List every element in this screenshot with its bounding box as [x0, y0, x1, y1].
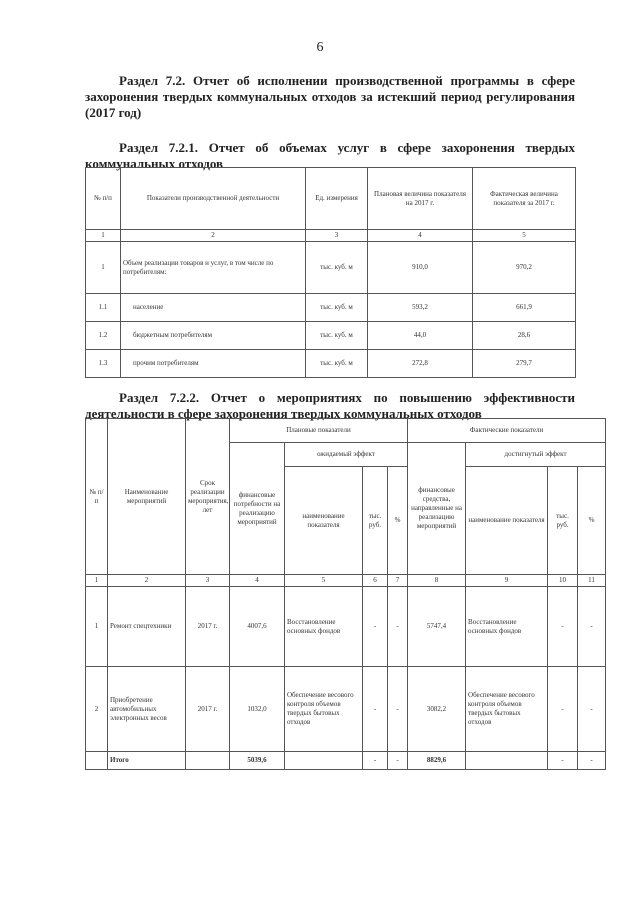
header-plan-finance: финансовые потребности на реализацию мероприятий — [230, 443, 285, 575]
section-7-2-1-title: Раздел 7.2.1. Отчет об объемах услуг в сфере захоронения твердых коммунальных отходов — [85, 140, 575, 171]
row-fact: 661,9 — [473, 294, 576, 322]
col-number: 3 — [306, 230, 368, 242]
row-plan: 272,8 — [368, 350, 473, 378]
total-achieved-pct: - — [578, 752, 606, 770]
col-number: 11 — [578, 575, 606, 587]
row-num: 1.1 — [86, 294, 121, 322]
row-num: 1 — [86, 242, 121, 294]
header-thousand-rub: тыс. руб. — [363, 467, 388, 575]
row-achieved-pct: - — [578, 667, 606, 752]
col-number: 5 — [473, 230, 576, 242]
row-plan-finance: 1032,0 — [230, 667, 285, 752]
header-expected-effect: ожидаемый эффект — [285, 443, 408, 467]
row-num: 1 — [86, 587, 108, 667]
section-7-2-title: Раздел 7.2. Отчет об исполнении производственной программы в сфере захоронения твердых коммунальных отходов за истекший период регулирования (2017 год) — [85, 73, 575, 120]
row-fact: 28,6 — [473, 322, 576, 350]
total-fact-finance: 8829,6 — [408, 752, 466, 770]
table-row — [86, 350, 576, 378]
total-expected-pct: - — [388, 752, 408, 770]
section-7-2-2-title: Раздел 7.2.2. Отчет о мероприятиях по повышению эффективности деятельности в сфере захоронения твердых коммунальных отходов — [85, 390, 575, 421]
col-number: 3 — [186, 575, 230, 587]
row-plan-finance: 4007,6 — [230, 587, 285, 667]
row-plan: 44,0 — [368, 322, 473, 350]
header-num: № п/п — [86, 419, 108, 575]
row-num: 1.2 — [86, 322, 121, 350]
row-unit: тыс. куб. м — [306, 350, 368, 378]
col-number: 1 — [86, 575, 108, 587]
row-name: бюджетным потребителям — [121, 322, 306, 350]
table-row — [86, 242, 576, 294]
header-num: № п/п — [86, 168, 121, 230]
table-row — [86, 587, 606, 667]
row-expected-indicator: Обеспечение весового контроля объемов твердых бытовых отходов — [285, 667, 363, 752]
row-name: прочим потребителям — [121, 350, 306, 378]
header-plan: Плановая величина показателя на 2017 г. — [368, 168, 473, 230]
row-expected-rub: - — [363, 587, 388, 667]
row-achieved-rub: - — [548, 667, 578, 752]
header-fact-finance: финансовые средства, направленные на реализацию мероприятий — [408, 443, 466, 575]
col-number: 8 — [408, 575, 466, 587]
row-plan: 593,2 — [368, 294, 473, 322]
efficiency-measures-table — [85, 418, 606, 770]
header-indicator: Показатели производственной деятельности — [121, 168, 306, 230]
col-number: 10 — [548, 575, 578, 587]
table-row — [86, 322, 576, 350]
header-indicator-name: наименование показателя — [285, 467, 363, 575]
header-plan-indicators: Плановые показатели — [230, 419, 408, 443]
col-number: 7 — [388, 575, 408, 587]
total-row — [86, 752, 606, 770]
total-plan-finance: 5039,6 — [230, 752, 285, 770]
col-number: 4 — [368, 230, 473, 242]
row-fact: 970,2 — [473, 242, 576, 294]
row-expected-rub: - — [363, 667, 388, 752]
row-fact-finance: 3082,2 — [408, 667, 466, 752]
table-row — [86, 667, 606, 752]
total-expected-rub: - — [363, 752, 388, 770]
total-empty-cell — [285, 752, 363, 770]
total-empty-cell — [186, 752, 230, 770]
row-name: население — [121, 294, 306, 322]
row-plan: 910,0 — [368, 242, 473, 294]
header-thousand-rub: тыс. руб. — [548, 467, 578, 575]
row-name: Объем реализации товаров и услуг, в том числе по потребителям: — [121, 242, 306, 294]
page-number: 6 — [316, 40, 324, 55]
header-fact: Фактическая величина показателя за 2017 г. — [473, 168, 576, 230]
header-achieved-effect: достигнутый эффект — [466, 443, 606, 467]
col-number: 6 — [363, 575, 388, 587]
col-number: 2 — [108, 575, 186, 587]
col-number: 5 — [285, 575, 363, 587]
table-row — [86, 294, 576, 322]
row-term: 2017 г. — [186, 587, 230, 667]
header-percent: % — [578, 467, 606, 575]
services-volume-table — [85, 167, 576, 378]
row-num: 2 — [86, 667, 108, 752]
header-fact-indicators: Фактические показатели — [408, 419, 606, 443]
header-unit: Ед. измерения — [306, 168, 368, 230]
row-achieved-indicator: Обеспечение весового контроля объемов твердых бытовых отходов — [466, 667, 548, 752]
header-percent: % — [388, 467, 408, 575]
total-achieved-rub: - — [548, 752, 578, 770]
col-number: 1 — [86, 230, 121, 242]
row-achieved-indicator: Восстановление основных фондов — [466, 587, 548, 667]
total-empty-cell — [86, 752, 108, 770]
row-unit: тыс. куб. м — [306, 242, 368, 294]
row-fact-finance: 5747,4 — [408, 587, 466, 667]
col-number: 4 — [230, 575, 285, 587]
col-number: 9 — [466, 575, 548, 587]
row-fact: 279,7 — [473, 350, 576, 378]
column-numbers-row — [86, 230, 576, 242]
row-expected-pct: - — [388, 667, 408, 752]
row-expected-indicator: Восстановление основных фондов — [285, 587, 363, 667]
row-achieved-rub: - — [548, 587, 578, 667]
total-label: Итого — [108, 752, 186, 770]
row-achieved-pct: - — [578, 587, 606, 667]
row-unit: тыс. куб. м — [306, 322, 368, 350]
header-indicator-name: наименование показателя — [466, 467, 548, 575]
row-expected-pct: - — [388, 587, 408, 667]
header-term: Срок реализации мероприятия, лет — [186, 419, 230, 575]
row-term: 2017 г. — [186, 667, 230, 752]
column-numbers-row — [86, 575, 606, 587]
row-measure-name: Ремонт спецтехники — [108, 587, 186, 667]
col-number: 2 — [121, 230, 306, 242]
header-measure-name: Наименование мероприятий — [108, 419, 186, 575]
row-measure-name: Приобретение автомобильных электронных весов — [108, 667, 186, 752]
row-num: 1.3 — [86, 350, 121, 378]
total-empty-cell — [466, 752, 548, 770]
row-unit: тыс. куб. м — [306, 294, 368, 322]
